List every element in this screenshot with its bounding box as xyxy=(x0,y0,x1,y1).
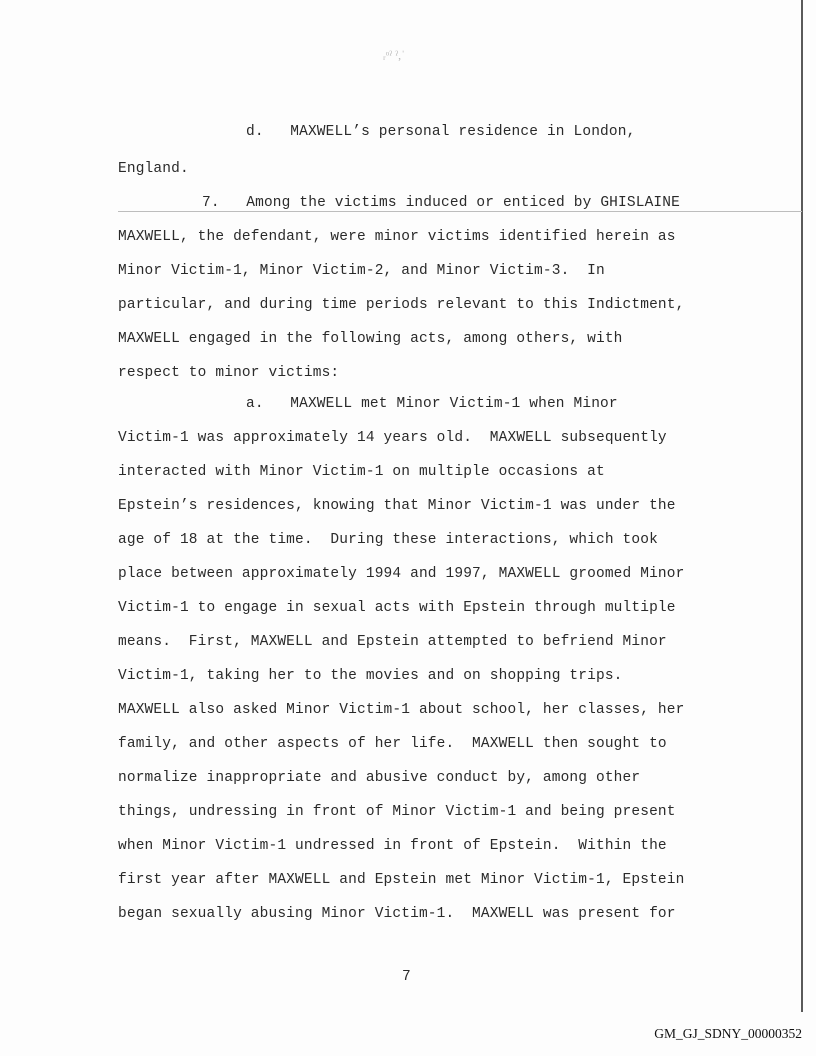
page-edge-shadow xyxy=(801,0,803,1012)
text-line: 7. Among the victims induced or enticed by GHISLAINE xyxy=(202,195,680,211)
text-line: interacted with Minor Victim-1 on multiple occasions at xyxy=(118,464,605,480)
bates-number: GM_GJ_SDNY_00000352 xyxy=(654,1026,802,1041)
text-line: things, undressing in front of Minor Victim-1 and being present xyxy=(118,804,676,820)
text-line: d. MAXWELL’s personal residence in London, xyxy=(246,124,636,140)
text-line: Epstein’s residences, knowing that Minor Victim-1 was under the xyxy=(118,498,676,514)
text-line: Minor Victim-1, Minor Victim-2, and Minor Victim-3. In xyxy=(118,263,605,279)
text-line: family, and other aspects of her life. MAXWELL then sought to xyxy=(118,736,667,752)
text-line: MAXWELL also asked Minor Victim-1 about school, her classes, her xyxy=(118,702,685,718)
text-line: Victim-1 to engage in sexual acts with Epstein through multiple xyxy=(118,600,676,616)
text-line: means. First, MAXWELL and Epstein attempted to befriend Minor xyxy=(118,634,667,650)
text-line: MAXWELL engaged in the following acts, among others, with xyxy=(118,331,623,347)
text-line: normalize inappropriate and abusive conduct by, among other xyxy=(118,770,641,786)
text-line: age of 18 at the time. During these interactions, which took xyxy=(118,532,658,548)
text-line: place between approximately 1994 and 1997, MAXWELL groomed Minor xyxy=(118,566,685,582)
text-line: began sexually abusing Minor Victim-1. MAXWELL was present for xyxy=(118,906,676,922)
text-line: England. xyxy=(118,161,189,177)
text-line: MAXWELL, the defendant, were minor victims identified herein as xyxy=(118,229,676,245)
text-line: Victim-1 was approximately 14 years old. MAXWELL subsequently xyxy=(118,430,667,446)
scan-artifact: ᵣᵒˀ ˀ,ˈ xyxy=(383,48,406,62)
page-number: 7 xyxy=(402,969,411,985)
text-line: a. MAXWELL met Minor Victim-1 when Minor xyxy=(246,396,618,412)
text-line: when Minor Victim-1 undressed in front of Epstein. Within the xyxy=(118,838,667,854)
text-line: respect to minor victims: xyxy=(118,365,340,381)
text-line: particular, and during time periods relevant to this Indictment, xyxy=(118,297,685,313)
text-line: Victim-1, taking her to the movies and on shopping trips. xyxy=(118,668,623,684)
text-line: first year after MAXWELL and Epstein met Minor Victim-1, Epstein xyxy=(118,872,685,888)
